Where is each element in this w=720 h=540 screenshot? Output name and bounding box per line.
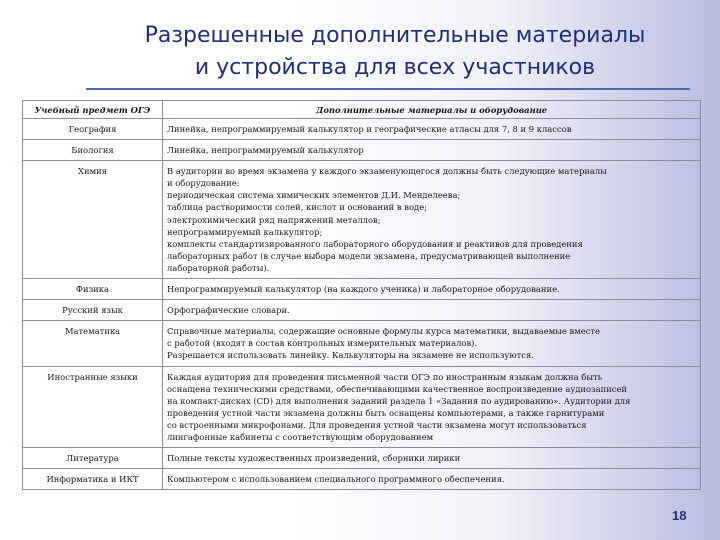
materials-line: Компьютером с использованием специального программного обеспечения.	[167, 474, 505, 485]
materials-cell	[163, 366, 701, 448]
table-row	[23, 119, 701, 140]
materials-line: непрограммируемый калькулятор;	[167, 226, 323, 237]
materials-table	[22, 100, 701, 490]
materials-line: со встроенными микрофонами. Для проведения устной части экзамена могут использоваться	[167, 419, 587, 430]
materials-line: лингафонные кабинеты с соответствующим оборудованием	[167, 431, 434, 442]
materials-line: Разрешается использовать линейку. Калькуляторы на экзамене не используются.	[167, 350, 534, 361]
subject-cell: География	[23, 119, 163, 140]
subject-cell: Математика	[23, 321, 163, 366]
subject-cell: Литература	[23, 448, 163, 469]
title-line-2: и устройства для всех участников	[194, 55, 596, 80]
materials-line: проведения устной части экзамена должны быть оснащены компьютерами, а также гарнитурами	[167, 407, 605, 418]
materials-line: электрохимический ряд напряжений металлов;	[167, 214, 381, 225]
subject-cell: Химия	[23, 161, 163, 279]
materials-cell	[163, 448, 701, 469]
subject-cell: Информатика и ИКТ	[23, 469, 163, 490]
materials-line: Орфографические словари.	[167, 305, 290, 316]
page-number: 18	[672, 508, 687, 523]
materials-line: на компакт-дисках (CD) для выполнения заданий раздела 1 «Задания по аудированию». Аудитории для	[167, 395, 631, 406]
slide-title	[100, 20, 690, 84]
subject-cell: Биология	[23, 140, 163, 161]
subject-cell: Иностранные языки	[23, 366, 163, 448]
materials-cell	[163, 161, 701, 279]
materials-cell	[163, 469, 701, 490]
materials-line: с работой (входят в состав контрольных измерительных материалов).	[167, 338, 478, 349]
subject-cell: Русский язык	[23, 300, 163, 321]
materials-line: Справочные материалы, содержащие основные формулы курса математики, выдаваемые вместе	[167, 326, 601, 337]
materials-line: лабораторной работы).	[167, 262, 270, 273]
materials-line: Полные тексты художественных произведений, сборники лирики	[167, 453, 461, 464]
materials-line: Линейка, непрограммируемый калькулятор	[167, 145, 364, 156]
header-materials: Дополнительные материалы и оборудование	[163, 101, 701, 119]
materials-cell	[163, 321, 701, 366]
materials-line: комплекты стандартизированного лабораторного оборудования и реактивов для проведения	[167, 238, 583, 249]
materials-line: и оборудование:	[167, 178, 240, 189]
table-header-row	[23, 101, 701, 119]
materials-line: Линейка, непрограммируемый калькулятор и географические атласы для 7, 8 и 9 классов	[167, 124, 572, 134]
table-row	[23, 161, 701, 279]
materials-line: оснащена техническими средствами, обеспечивающими качественное воспроизведение аудиозаписей	[167, 383, 627, 394]
materials-line: лабораторных работ (в случае выбора модели экзамена, предусматривающей выполнение	[167, 250, 571, 261]
table-row	[23, 321, 701, 366]
table-row	[23, 140, 701, 161]
materials-line: Непрограммируемый калькулятор (на каждого ученика) и лабораторное оборудование.	[167, 284, 560, 295]
title-divider	[86, 88, 690, 90]
materials-line: Каждая аудитория для проведения письменной части ОГЭ по иностранным языкам должна быть	[167, 371, 603, 382]
materials-cell	[163, 119, 701, 140]
table-row	[23, 469, 701, 490]
table-body	[23, 119, 701, 490]
header-subject: Учебный предмет ОГЭ	[23, 101, 163, 119]
table-row	[23, 300, 701, 321]
materials-cell	[163, 140, 701, 161]
materials-line: таблица растворимости солей, кислот и оснований в воде;	[167, 202, 427, 213]
subject-cell: Физика	[23, 279, 163, 300]
table-row	[23, 448, 701, 469]
table-row	[23, 279, 701, 300]
materials-cell	[163, 300, 701, 321]
materials-line: В аудитории во время экзамена у каждого экзаменующегося должны быть следующие материалы	[167, 166, 607, 177]
table-row	[23, 366, 701, 448]
materials-line: периодическая система химических элементов Д.И. Менделеева;	[167, 190, 461, 201]
materials-cell	[163, 279, 701, 300]
title-line-1: Разрешенные дополнительные материалы	[144, 23, 646, 48]
